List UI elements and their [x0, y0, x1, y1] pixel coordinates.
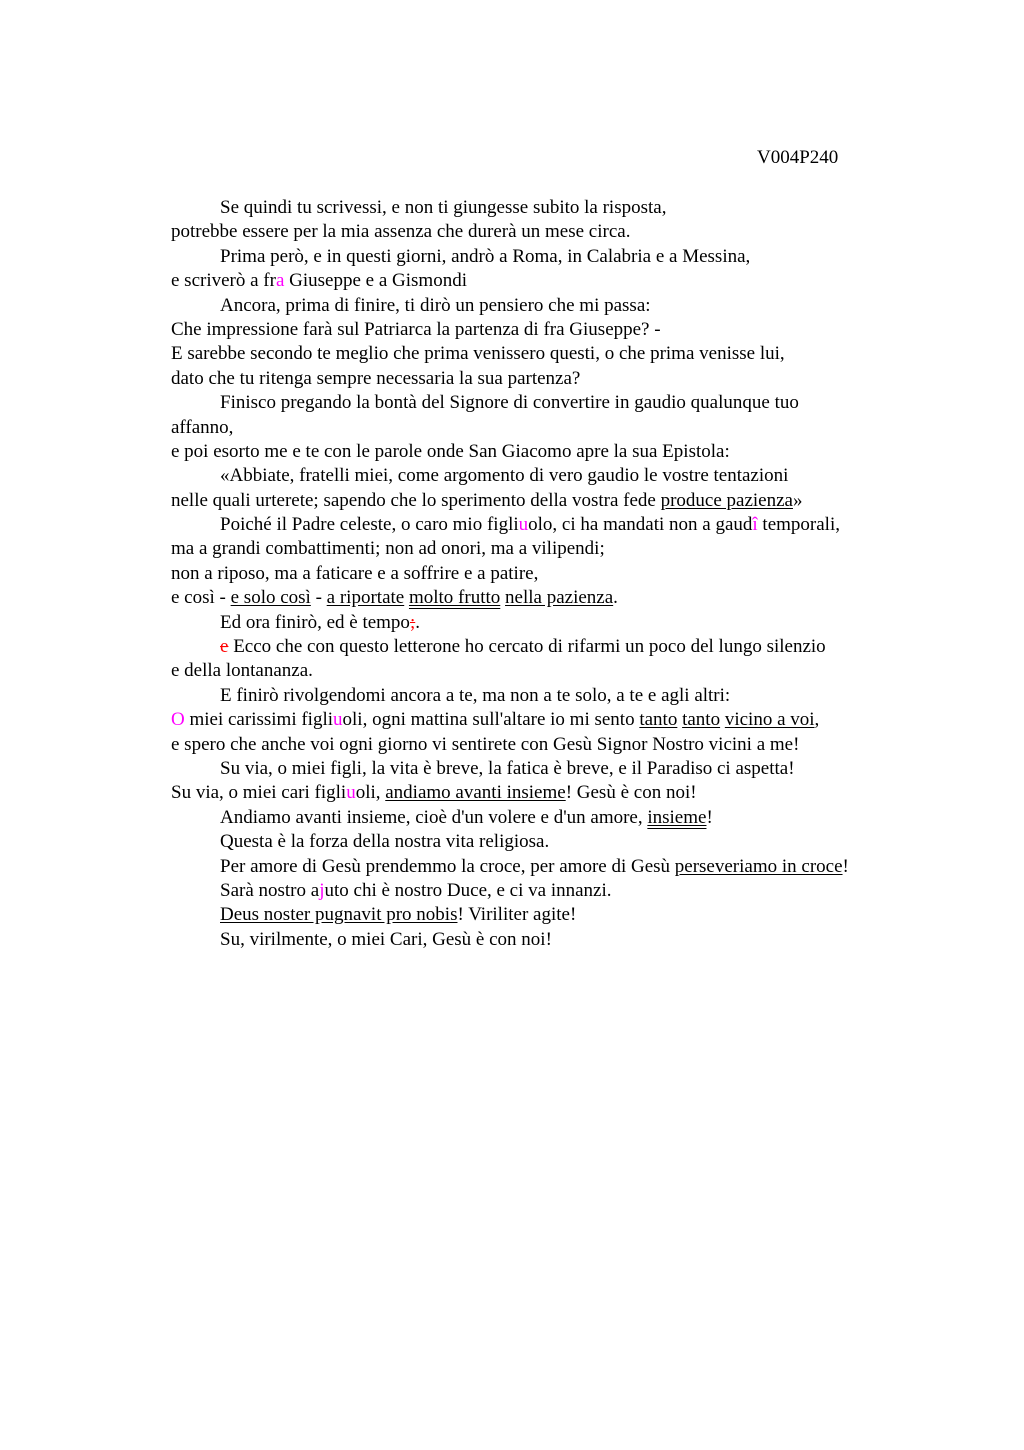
text-line [171, 708, 971, 732]
text-line: affanno, [171, 416, 234, 438]
text-line: Su via, o miei figli, la vita è breve, la fatica è breve, e il Paradiso ci aspetta! [220, 757, 795, 779]
text-span: Per amore di Gesù prendemmo la croce, per amore di Gesù [220, 855, 675, 877]
text-line [171, 611, 971, 635]
text-line: Questa è la forza della nostra vita religiosa. [220, 831, 550, 853]
underlined-text: perseveriamo in croce [674, 855, 843, 877]
text-line: non a riposo, ma a faticare e a soffrire e a patire, [171, 562, 539, 584]
text-line: e della lontananza. [171, 660, 313, 682]
deleted-char: e [220, 636, 229, 658]
text-line: Finisco pregando la bontà del Signore di convertire in gaudio qualunque tuo [220, 392, 799, 414]
text-line [171, 269, 971, 293]
text-line [171, 635, 971, 659]
text-line: potrebbe essere per la mia assenza che durerà un mese circa. [171, 221, 631, 243]
text-span: uto chi è nostro Duce, e ci va innanzi. [324, 879, 612, 901]
text-span: Sarà nostro a [220, 879, 320, 901]
text-line [171, 806, 971, 830]
text-line [171, 781, 971, 805]
text-span: ! Viriliter agite! [457, 904, 577, 926]
inserted-char: j [319, 879, 325, 901]
text-span: - [310, 587, 327, 609]
page-id: V004P240 [757, 147, 839, 168]
underlined-text: a riportate [326, 587, 405, 609]
double-underlined-text: insieme [647, 806, 707, 828]
text-span: e così - [171, 587, 231, 609]
text-line [171, 879, 971, 903]
text-span: oli, ogni mattina sull'altare io mi sento [342, 709, 640, 731]
underlined-text: e solo così [230, 587, 311, 609]
text-span: olo, ci ha mandati non a gaud [528, 514, 753, 536]
text-span: Giuseppe e a Gismondi [284, 270, 467, 292]
text-span: . [613, 587, 618, 609]
inserted-char: a [275, 270, 285, 292]
underlined-text: andiamo avanti insieme [385, 782, 566, 804]
text-line: E finirò rivolgendomi ancora a te, ma non a te solo, a te e agli altri: [220, 684, 731, 706]
inserted-char: î [752, 514, 758, 536]
text-span: oli, [355, 782, 386, 804]
text-span: Ecco che con questo letterone ho cercato di rifarmi un poco del lungo silenzio [228, 636, 826, 658]
inserted-char: u [346, 782, 356, 804]
text-line [171, 489, 971, 513]
text-line: dato che tu ritenga sempre necessaria la sua partenza? [171, 367, 581, 389]
inserted-char: O [171, 709, 185, 731]
text-line [171, 513, 971, 537]
inserted-char: u [518, 514, 529, 536]
text-span: temporali, [757, 514, 840, 536]
text-span: miei carissimi figli [184, 709, 334, 731]
text-line [171, 855, 971, 879]
text-span: Ed ora finirò, ed è tempo [220, 611, 410, 633]
text-span: Su via, o miei cari figli [171, 782, 347, 804]
text-span: e scriverò a fr [171, 270, 276, 292]
text-line: «Abbiate, fratelli miei, come argomento di vero gaudio le vostre tentazioni [220, 465, 789, 487]
underlined-text: Deus noster pugnavit pro nobis [220, 904, 458, 926]
underlined-text: produce pazienza [660, 489, 793, 511]
text-line: ma a grandi combattimenti; non ad onori, ma a vilipendi; [171, 538, 605, 560]
deleted-char: ; [409, 611, 416, 633]
text-span: ! Gesù è con noi! [565, 782, 697, 804]
text-line: Su, virilmente, o miei Cari, Gesù è con noi! [220, 928, 552, 950]
text-span: ! [706, 806, 713, 828]
text-line: E sarebbe secondo te meglio che prima venissero questi, o che prima venisse lui, [171, 343, 785, 365]
letter-body [171, 196, 971, 952]
text-span: » [792, 489, 803, 511]
underlined-text: tanto [639, 709, 678, 731]
text-line: Che impressione farà sul Patriarca la partenza di fra Giuseppe? - [171, 318, 661, 340]
text-span: Andiamo avanti insieme, cioè d'un volere e d'un amore, [220, 806, 648, 828]
text-span: . [415, 611, 420, 633]
text-line: Prima però, e in questi giorni, andrò a Roma, in Calabria e a Messina, [220, 245, 751, 267]
text-line: e spero che anche voi ogni giorno vi sentirete con Gesù Signor Nostro vicini a me! [171, 733, 800, 755]
inserted-char: u [333, 709, 343, 731]
text-line [171, 903, 971, 927]
text-line [171, 586, 971, 610]
text-line: e poi esorto me e te con le parole onde San Giacomo apre la sua Epistola: [171, 440, 730, 462]
underlined-text: nella pazienza [505, 587, 614, 609]
double-underlined-text: molto frutto [408, 587, 501, 609]
underlined-text: vicino a voi [724, 709, 815, 731]
text-line: Ancora, prima di finire, ti dirò un pensiero che mi passa: [220, 294, 651, 316]
text-span: , [814, 709, 820, 731]
underlined-text: tanto [682, 709, 721, 731]
text-line: Se quindi tu scrivessi, e non ti giungesse subito la risposta, [220, 197, 667, 218]
text-span: nelle quali urterete; sapendo che lo sperimento della vostra fede [171, 489, 661, 511]
text-span: Poiché il Padre celeste, o caro mio figli [220, 514, 519, 536]
text-span: ! [842, 855, 849, 877]
